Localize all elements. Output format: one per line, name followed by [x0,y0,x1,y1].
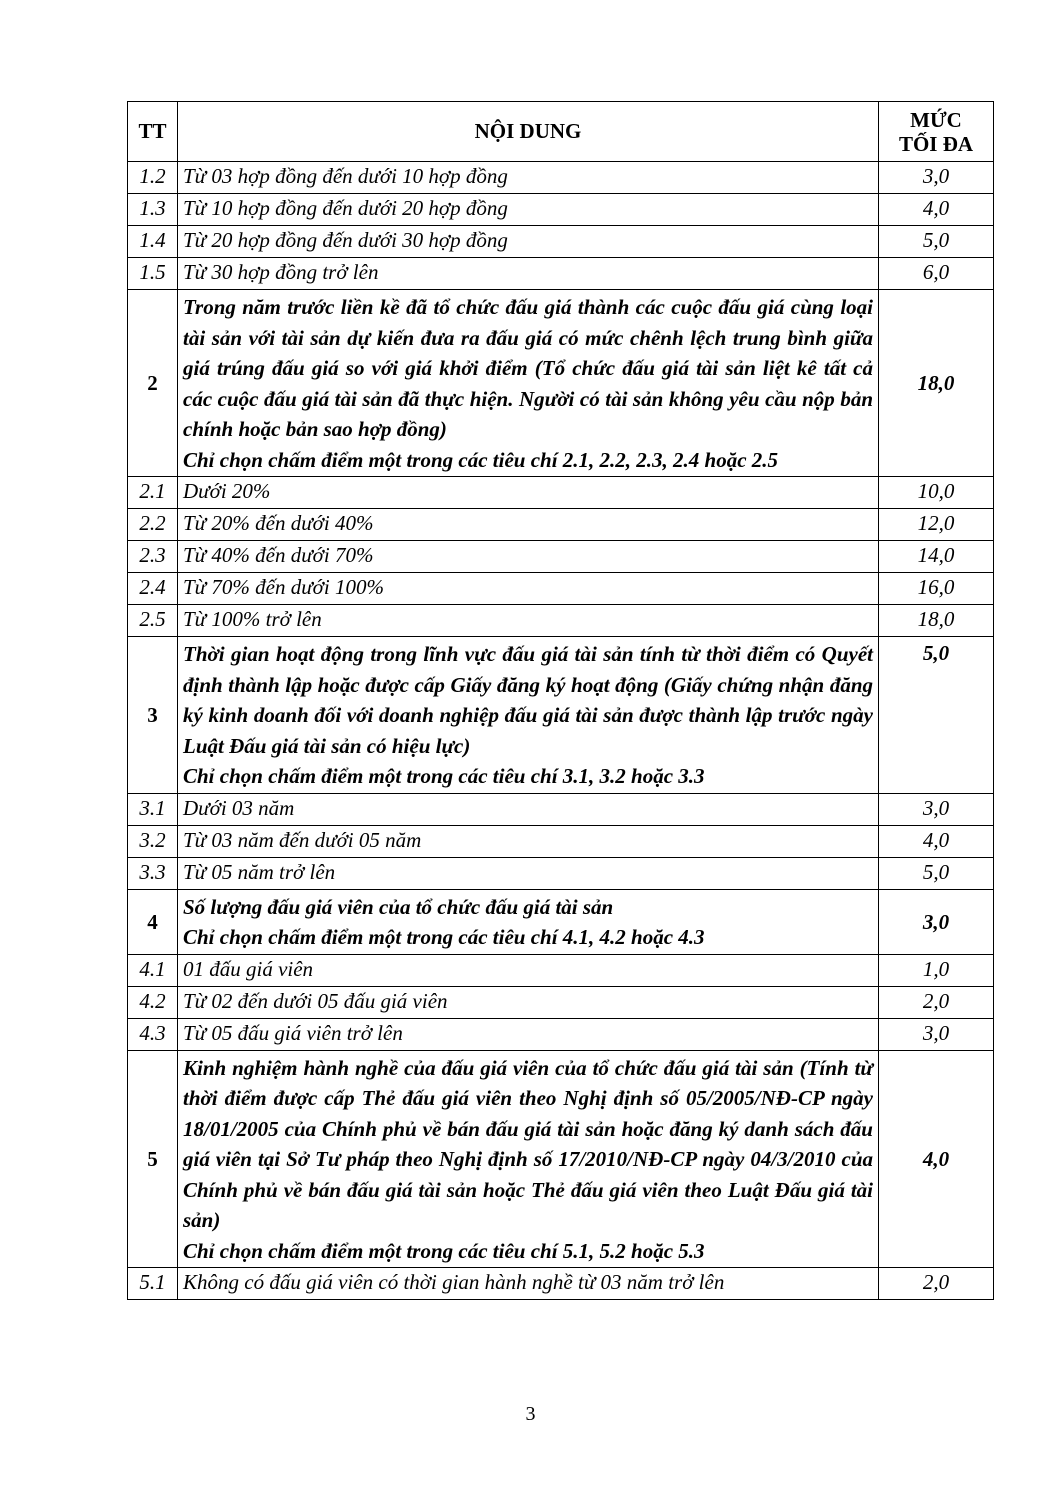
row-note: Chỉ chọn chấm điểm một trong các tiêu chí 2.1, 2.2, 2.3, 2.4 hoặc 2.5 [183,447,779,472]
row-tt: 2 [128,290,178,477]
row-content: Từ 03 hợp đồng đến dưới 10 hợp đồng [178,162,879,194]
row-note: Chỉ chọn chấm điểm một trong các tiêu chí 4.1, 4.2 hoặc 4.3 [183,925,705,949]
row-max: 3,0 [879,1018,994,1050]
row-tt: 2.2 [128,509,178,541]
table-row [128,825,994,857]
row-tt: 3.2 [128,825,178,857]
row-content-text: Trong năm trước liền kề đã tổ chức đấu giá thành các cuộc đấu giá cùng loại tài sản với tài sản dự kiến đưa ra đấu giá có mức chênh lệch trung bình giữa giá trúng đấu giá so với giá khởi điểm (Tổ chức đấu giá tài sản liệt kê tất cả các cuộc đấu giá tài sản đã thực hiện. Người có tài sản không yêu cầu nộp bản chính hoặc bản sao hợp đồng) [183,295,873,441]
header-max [879,102,994,162]
row-content-text: Số lượng đấu giá viên của tổ chức đấu giá tài sản [183,894,614,919]
row-max: 16,0 [879,573,994,605]
row-max: 3,0 [879,162,994,194]
row-tt: 3.1 [128,793,178,825]
row-content: Từ 70% đến dưới 100% [178,573,879,605]
row-tt: 3.3 [128,857,178,889]
row-tt: 4.2 [128,986,178,1018]
row-content: Từ 20% đến dưới 40% [178,509,879,541]
row-content: Từ 02 đến dưới 05 đấu giá viên [178,986,879,1018]
row-content: Từ 30 hợp đồng trở lên [178,258,879,290]
table-row [128,226,994,258]
row-tt: 1.4 [128,226,178,258]
row-tt: 4.3 [128,1018,178,1050]
row-max: 18,0 [879,605,994,637]
row-max: 3,0 [879,793,994,825]
row-note: Chỉ chọn chấm điểm một trong các tiêu chí 5.1, 5.2 hoặc 5.3 [183,1238,705,1263]
table-row [128,477,994,509]
row-content [178,1050,879,1268]
row-note: Chỉ chọn chấm điểm một trong các tiêu chí 3.1, 3.2 hoặc 3.3 [183,764,705,788]
table-row-group [128,889,994,954]
page-number: 3 [525,1403,536,1425]
row-max: 4,0 [879,825,994,857]
row-tt: 2.4 [128,573,178,605]
header-max-line2: TỐI ĐA [898,131,974,156]
table-row [128,1268,994,1300]
row-content: Từ 100% trở lên [178,605,879,637]
row-tt: 5.1 [128,1268,178,1300]
row-content: Từ 20 hợp đồng đến dưới 30 hợp đồng [178,226,879,258]
row-content-text: Thời gian hoạt động trong lĩnh vực đấu giá tài sản tính từ thời điểm có Quyết định thành lập hoặc được cấp Giấy đăng ký hoạt động (Giấy chứng nhận đăng ký kinh doanh đối với doanh nghiệp đấu giá tài sản được thành lập trước ngày Luật Đấu giá tài sản có hiệu lực) [183,642,873,758]
row-content: Không có đấu giá viên có thời gian hành nghề từ 03 năm trở lên [178,1268,879,1300]
table-row-group [128,1050,994,1268]
row-content: Từ 10 hợp đồng đến dưới 20 hợp đồng [178,194,879,226]
header-content: NỘI DUNG [178,102,879,162]
row-max: 1,0 [879,954,994,986]
criteria-table [127,101,994,1300]
table-header-row [128,102,994,162]
table-row [128,509,994,541]
row-content: Từ 03 năm đến dưới 05 năm [178,825,879,857]
table-row [128,162,994,194]
row-max: 10,0 [879,477,994,509]
row-max: 5,0 [879,226,994,258]
row-content: Dưới 03 năm [178,793,879,825]
table-row [128,954,994,986]
row-max: 5,0 [879,637,994,794]
table-row [128,857,994,889]
row-max: 5,0 [879,857,994,889]
row-max: 14,0 [879,541,994,573]
table-row [128,573,994,605]
table-row [128,194,994,226]
row-content: 01 đấu giá viên [178,954,879,986]
row-max: 4,0 [879,194,994,226]
header-max-line1: MỨC [910,107,962,132]
row-content: Dưới 20% [178,477,879,509]
row-content-text: Kinh nghiệm hành nghề của đấu giá viên của tổ chức đấu giá tài sản (Tính từ thời điểm được cấp Thẻ đấu giá viên theo Nghị định số 05/2005/NĐ-CP ngày 18/01/2005 của Chính phủ về bán đấu giá tài sản hoặc đăng ký danh sách đấu giá viên tại Sở Tư pháp theo Nghị định số 17/2010/NĐ-CP ngày 04/3/2010 của Chính phủ về bán đấu giá tài sản hoặc Thẻ đấu giá viên theo Luật Đấu giá tài sản) [183,1055,873,1232]
table-row-group [128,637,994,794]
row-max: 6,0 [879,258,994,290]
row-content [178,889,879,954]
row-tt: 4.1 [128,954,178,986]
row-max: 2,0 [879,1268,994,1300]
table-row [128,605,994,637]
row-tt: 1.3 [128,194,178,226]
row-tt: 5 [128,1050,178,1268]
row-content: Từ 05 đấu giá viên trở lên [178,1018,879,1050]
row-max: 2,0 [879,986,994,1018]
row-content [178,637,879,794]
row-content: Từ 40% đến dưới 70% [178,541,879,573]
row-content: Từ 05 năm trở lên [178,857,879,889]
row-max: 12,0 [879,509,994,541]
row-max: 4,0 [879,1050,994,1268]
row-tt: 2.5 [128,605,178,637]
table-row [128,986,994,1018]
table-row [128,1018,994,1050]
table-row-group [128,290,994,477]
header-tt: TT [128,102,178,162]
table-row [128,541,994,573]
row-max: 3,0 [879,889,994,954]
row-max: 18,0 [879,290,994,477]
row-tt: 2.3 [128,541,178,573]
row-content [178,290,879,477]
row-tt: 2.1 [128,477,178,509]
row-tt: 1.2 [128,162,178,194]
row-tt: 1.5 [128,258,178,290]
table-row [128,793,994,825]
row-tt: 4 [128,889,178,954]
row-tt: 3 [128,637,178,794]
table-row [128,258,994,290]
